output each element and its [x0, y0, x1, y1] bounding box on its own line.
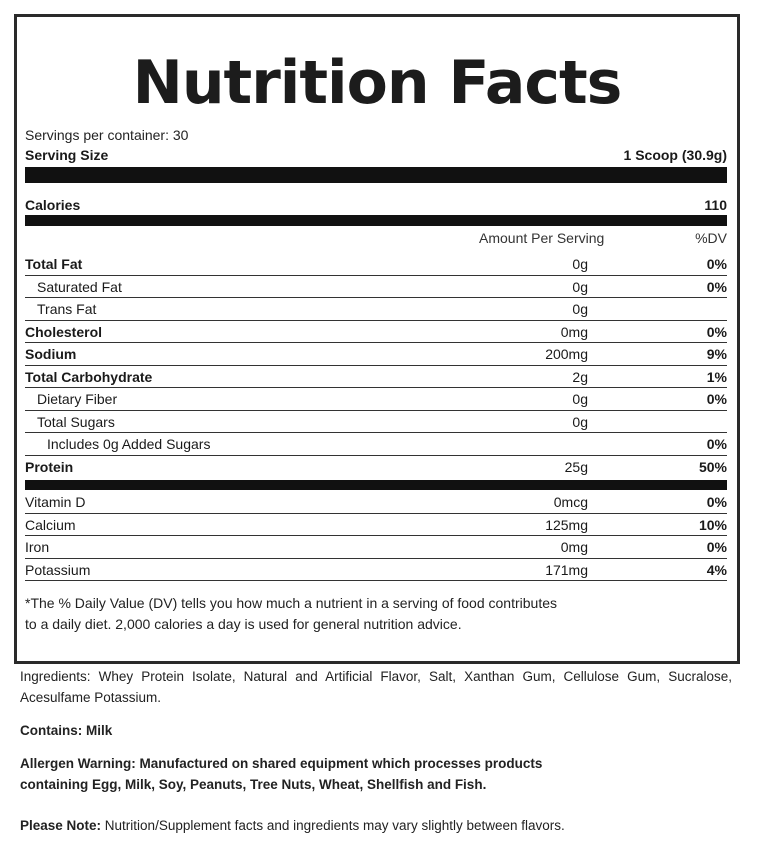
protein-divider: [25, 480, 727, 490]
nutrient-row-sodium: [25, 343, 727, 366]
ingredients-text: Ingredients: Whey Protein Isolate, Natural and Artificial Flavor, Salt, Xanthan Gum, Cellulose Gum, Sucralose, Acesulfame Potassium.: [20, 669, 732, 705]
nutrient-name: Saturated Fat: [37, 278, 122, 295]
calories-label: Calories: [25, 197, 81, 213]
vitamin-row-calcium: [25, 514, 727, 537]
nutrient-amount: 0g: [572, 413, 588, 430]
vitamin-amount: 0mcg: [553, 494, 588, 510]
nutrient-amount: 0g: [572, 301, 588, 317]
nutrient-name: Sodium: [25, 346, 77, 362]
allergen-warning: Allergen Warning: Manufactured on shared equipment which processes products containing Egg, Milk, Soy, Peanuts, Tree Nuts, Wheat, Shellfish and Fish.: [20, 756, 543, 792]
vitamin-dv: 0%: [706, 539, 727, 555]
nutrient-dv: 0%: [706, 436, 727, 452]
vitamin-amount: 0mg: [560, 539, 588, 555]
vitamin-name: Calcium: [25, 516, 76, 533]
calories-divider: [25, 215, 727, 226]
nutrition-facts-title: Nutrition Facts: [132, 48, 622, 118]
vitamin-dv: 4%: [706, 561, 727, 578]
nutrient-row-dietary-fiber: [25, 388, 727, 411]
vitamin-name: Potassium: [25, 561, 91, 578]
vitamin-name: Iron: [25, 539, 50, 555]
nutrient-row-total-sugars: [25, 411, 727, 434]
amount-per-serving-header: Amount Per Serving: [479, 230, 605, 246]
servings-per-container: Servings per container: 30: [25, 127, 189, 143]
contains-text: Contains: Milk: [20, 723, 113, 738]
nutrient-amount: 0g: [572, 391, 588, 407]
nutrient-dv: 0%: [706, 256, 727, 272]
nutrient-dv: 0%: [706, 391, 727, 407]
nutrient-row-saturated-fat: [25, 276, 727, 299]
dv-footnote: *The % Daily Value (DV) tells you how much a nutrient in a serving of food contributes to a daily diet. 2,000 calories a day is used for general nutrition advice.: [25, 595, 557, 632]
nutrient-name: Cholesterol: [25, 323, 103, 340]
column-header-row: [25, 230, 727, 252]
nutrient-amount: 0g: [572, 256, 588, 272]
nutrient-name: Includes 0g Added Sugars: [47, 436, 211, 452]
dv-header: %DV: [695, 230, 727, 246]
nutrient-name: Total Sugars: [37, 413, 115, 430]
nutrient-dv: 9%: [706, 346, 727, 362]
nutrient-dv: 0%: [706, 323, 727, 340]
vitamin-row-iron: [25, 536, 727, 559]
vitamin-row-vitamin-d: [25, 491, 727, 514]
nutrient-dv: 50%: [698, 458, 727, 475]
nutrient-amount: 0mg: [560, 323, 588, 340]
nutrient-dv: 1%: [706, 368, 727, 385]
nutrient-row-total-carbohydrate: [25, 366, 727, 389]
serving-size-label: Serving Size: [25, 147, 109, 163]
please-note-text: Nutrition/Supplement facts and ingredients may vary slightly between flavors.: [101, 818, 565, 833]
nutrient-amount: 200mg: [545, 346, 588, 362]
nutrient-row-protein: [25, 456, 727, 479]
nutrient-name: Total Carbohydrate: [25, 368, 153, 385]
nutrient-amount: 2g: [572, 368, 588, 385]
vitamin-amount: 125mg: [545, 516, 588, 533]
nutrient-dv: 0%: [706, 278, 727, 295]
nutrient-row-added-sugars: [25, 433, 727, 456]
nutrient-name: Total Fat: [25, 256, 83, 272]
please-note: [20, 815, 732, 836]
nutrient-row-cholesterol: [25, 321, 727, 344]
nutrient-amount: 0g: [572, 278, 588, 295]
serving-size-value: 1 Scoop (30.9g): [623, 147, 727, 163]
nutrient-row-total-fat: [25, 253, 727, 276]
nutrient-amount: 25g: [564, 458, 588, 475]
nutrient-name: Trans Fat: [37, 301, 97, 317]
nutrition-facts-panel: [14, 14, 740, 664]
vitamin-row-potassium: [25, 559, 727, 582]
please-note-label: Please Note:: [20, 818, 102, 833]
vitamin-name: Vitamin D: [25, 494, 86, 510]
calories-value: 110: [704, 197, 727, 213]
calories-row: [25, 197, 727, 213]
nutrient-name: Protein: [25, 458, 74, 475]
vitamin-dv: 10%: [698, 516, 727, 533]
serving-size-row: [25, 147, 727, 163]
vitamin-dv: 0%: [706, 494, 727, 510]
thick-divider: [25, 167, 727, 183]
vitamin-amount: 171mg: [545, 561, 588, 578]
nutrient-name: Dietary Fiber: [37, 391, 118, 407]
nutrient-row-trans-fat: [25, 298, 727, 321]
